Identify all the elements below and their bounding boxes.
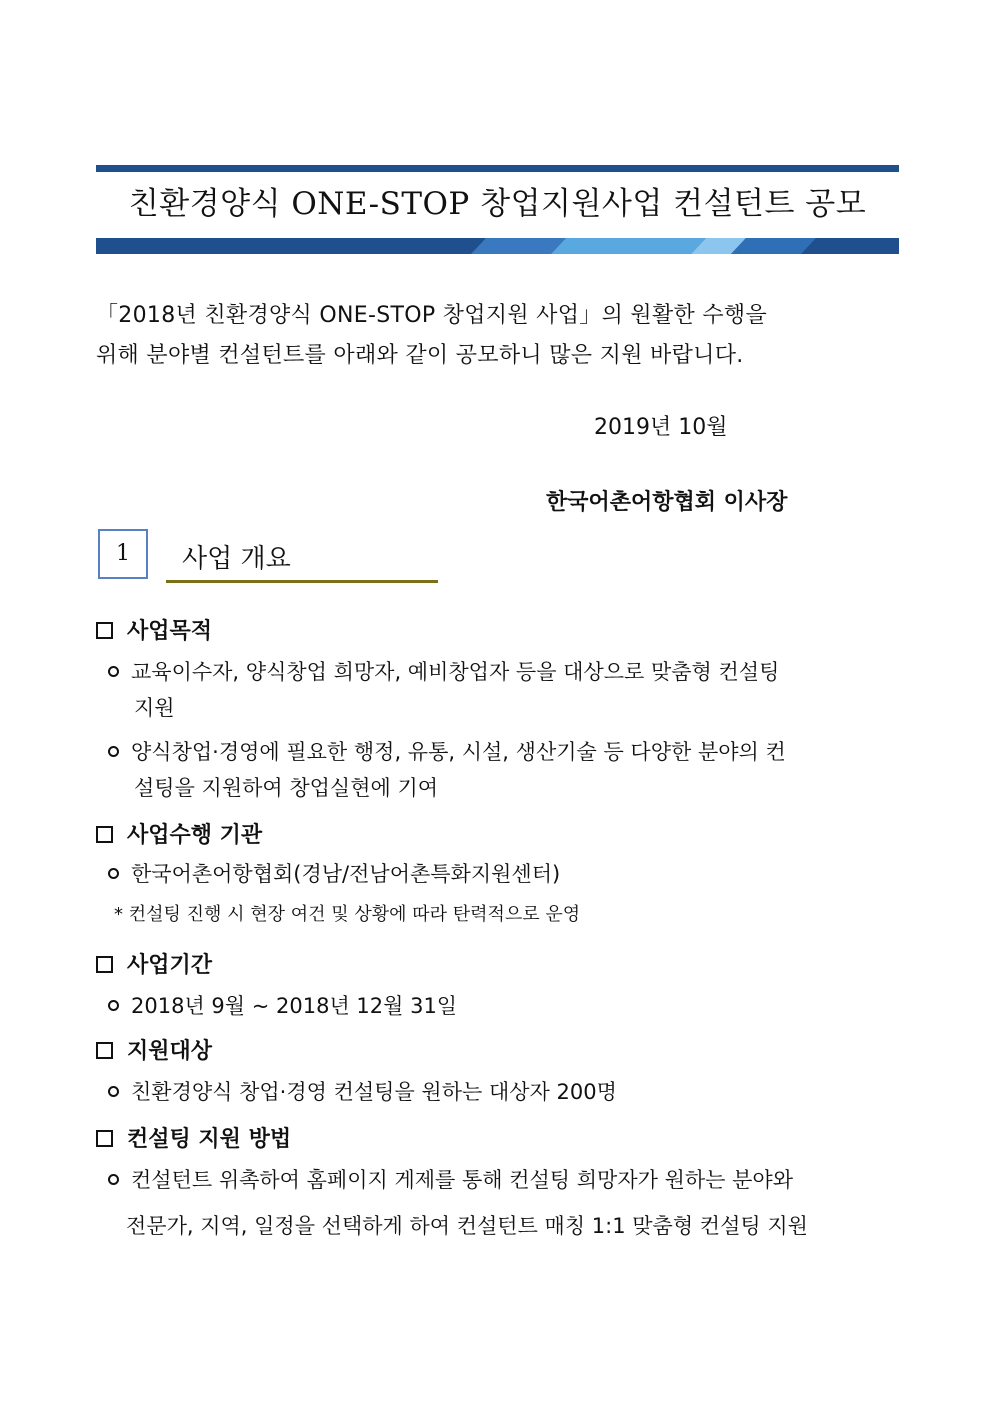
section-underline — [166, 580, 438, 583]
heading-executing-agency — [96, 818, 262, 849]
heading-label: 컨설팅 지원 방법 — [127, 1127, 292, 1152]
intro-line-2: 위해 분야별 컨설턴트를 아래와 같이 공모하니 많은 지원 바랍니다. — [96, 343, 744, 368]
title-bottom-banner — [96, 238, 899, 254]
circle-bullet-icon — [108, 1174, 119, 1185]
item-text: 2018년 9월 ~ 2018년 12월 31일 — [131, 994, 458, 1018]
circle-bullet-icon — [108, 666, 119, 677]
list-item — [108, 858, 560, 888]
heading-label: 사업목적 — [127, 619, 213, 644]
item-text: 교육이수자, 양식창업 희망자, 예비창업자 등을 대상으로 맞춤형 컨설팅 — [131, 660, 780, 684]
item-text: 양식창업·경영에 필요한 행정, 유통, 시설, 생산기술 등 다양한 분야의 컨 — [131, 740, 786, 764]
issue-date: 2019년 10월 — [594, 415, 728, 440]
title-top-rule — [96, 165, 899, 172]
heading-business-period — [96, 948, 212, 979]
list-item-continuation: 지원 — [134, 696, 175, 720]
circle-bullet-icon — [108, 1000, 119, 1011]
signatory: 한국어촌어항협회 이사장 — [546, 490, 788, 515]
list-item-continuation: 전문가, 지역, 일정을 선택하게 하여 컨설턴트 매칭 1:1 맞춤형 컨설팅 지원 — [126, 1214, 808, 1238]
item-text: 한국어촌어항협회(경남/전남어촌특화지원센터) — [131, 862, 561, 886]
heading-label: 지원대상 — [127, 1039, 213, 1064]
item-text: 컨설턴트 위촉하여 홈페이지 게제를 통해 컨설팅 희망자가 원하는 분야와 — [131, 1168, 793, 1192]
heading-support-target — [96, 1034, 212, 1065]
heading-business-purpose — [96, 614, 212, 645]
section-title: 사업 개요 — [182, 544, 291, 574]
list-item — [108, 736, 786, 766]
footnote: * 컨설팅 진행 시 현장 여건 및 상황에 따라 탄력적으로 운영 — [114, 904, 581, 925]
list-item-continuation: 설팅을 지원하여 창업실현에 기여 — [134, 776, 439, 800]
checkbox-square-icon — [96, 826, 113, 843]
item-text: 친환경양식 창업·경영 컨설팅을 원하는 대상자 200명 — [131, 1080, 617, 1104]
checkbox-square-icon — [96, 956, 113, 973]
checkbox-square-icon — [96, 622, 113, 639]
section-number-box: 1 — [98, 529, 148, 579]
document-title: 친환경양식 ONE-STOP 창업지원사업 컨설턴트 공모 — [128, 186, 867, 222]
list-item — [108, 990, 457, 1020]
list-item — [108, 656, 779, 686]
circle-bullet-icon — [108, 868, 119, 879]
heading-consulting-method — [96, 1122, 291, 1153]
circle-bullet-icon — [108, 1086, 119, 1097]
intro-line-1: 「2018년 친환경양식 ONE-STOP 창업지원 사업」의 원활한 수행을 — [96, 303, 768, 328]
circle-bullet-icon — [108, 746, 119, 757]
checkbox-square-icon — [96, 1130, 113, 1147]
list-item — [108, 1076, 617, 1106]
list-item — [108, 1164, 793, 1194]
heading-label: 사업기간 — [127, 953, 213, 978]
heading-label: 사업수행 기관 — [127, 823, 263, 848]
checkbox-square-icon — [96, 1042, 113, 1059]
